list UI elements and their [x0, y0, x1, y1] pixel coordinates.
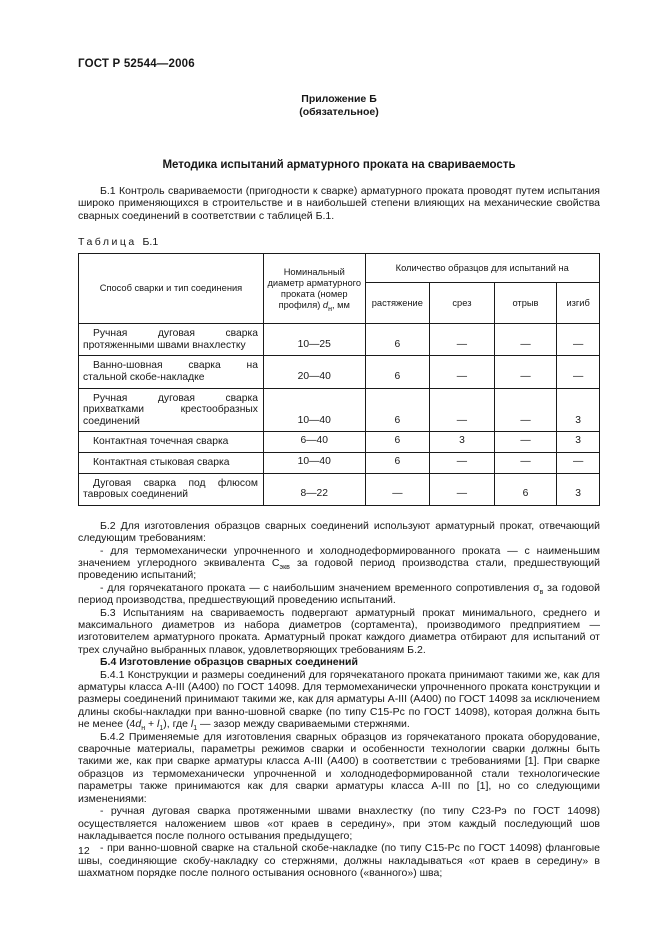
cell-shear: —: [430, 473, 495, 505]
table-row: [79, 324, 600, 356]
header-tension: растяжение: [365, 283, 430, 324]
cell-method: Контактная стыковая сварка: [79, 452, 264, 473]
cell-shear: —: [430, 356, 495, 388]
para-b2: Б.2 Для изготовления образцов сварных соединений используют арматурный прокат, отвечающий следующим требованиям:: [78, 519, 600, 545]
cell-bend: —: [557, 452, 600, 473]
cell-tearoff: —: [494, 432, 557, 453]
header-method: Способ сварки и тип соединения: [79, 254, 264, 324]
cell-tearoff: 6: [494, 473, 557, 505]
cell-method: Ручная дуговая сварка прихватками крестообразных соединений: [79, 388, 264, 432]
header-bend: изгиб: [557, 283, 600, 324]
heading-b4: Б.4 Изготовление образцов сварных соединений: [100, 656, 358, 669]
cell-method: Ванно-шовная сварка на стальной скобе-накладке: [79, 356, 264, 388]
table-row: [79, 356, 600, 388]
cell-shear: 3: [430, 432, 495, 453]
cell-method: Контактная точечная сварка: [79, 432, 264, 453]
appendix-title: Приложение Б: [301, 93, 377, 105]
cell-bend: 3: [557, 432, 600, 453]
cell-bend: 3: [557, 388, 600, 432]
cell-bend: —: [557, 324, 600, 356]
para-b2-item1: - для термомеханически упрочненного и холоднодеформированного проката — с наименьшим значением углеродного эквивалента $С_{экв}$ за годовой период производства стали, предшествующий проведению испытаний;: [78, 544, 600, 582]
cell-tearoff: —: [494, 356, 557, 388]
cell-tension: 6: [365, 356, 430, 388]
para-b2-item2: - для горячекатаного проката — с наибольшим значением временного сопротивления $\sigma_в$ за годовой период производства, предшествующий проведению испытаний.: [78, 581, 600, 607]
para-b42: Б.4.2 Применяемые для изготовления сварных образцов из горячекатаного проката оборудование, сварочные материалы, параметры режимов сварки и особенности технологии сварки должны быть такими же, как при сварке арматуры класса А-III (А400) в соответствии с требованиями [1]. При сварке образцов из термомеханически упрочненной и холоднодеформированной стали технологические параметры также принимаются как для сварки арматуры класса А-III по [1], но со следующими изменениями:: [78, 730, 600, 805]
table-label: [78, 236, 600, 248]
cell-shear: —: [430, 452, 495, 473]
cell-diameter: 6—40: [263, 432, 365, 453]
cell-diameter: 10—25: [263, 324, 365, 356]
cell-bend: 3: [557, 473, 600, 505]
paragraph-b1: Б.1 Контроль свариваемости (пригодности к сварке) арматурного проката проводят путем испытания широко применяющихся в строительстве и в наибольшей степени влияющих на механические свойства сварных соединений в соответствии с таблицей Б.1.: [78, 185, 600, 222]
cell-diameter: 8—22: [263, 473, 365, 505]
cell-tension: 6: [365, 452, 430, 473]
cell-tearoff: —: [494, 452, 557, 473]
cell-tension: 6: [365, 388, 430, 432]
table-label-word: Таблица: [78, 236, 137, 249]
cell-shear: —: [430, 388, 495, 432]
para-b42-item2: - при ванно-шовной сварке на стальной скобе-накладке (по типу С15-Рс по ГОСТ 14098) фланговые швы, соединяющие скобу-накладку со стержнями, должны накладываться «от краев в середину» в шахматном порядке после полного остывания основного («ванного») шва;: [78, 842, 600, 880]
para-b42-item1: - ручная дуговая сварка протяженными швами внахлестку (по типу С23-Рэ по ГОСТ 14098) осуществляется наложением швов «от краев в середину», при этом каждый последующий шов накладывается после полного остывания предыдущего;: [78, 805, 600, 842]
cell-diameter: 10—40: [263, 388, 365, 432]
table-body: [79, 324, 600, 506]
table-label-number: Б.1: [142, 236, 159, 249]
header-shear: срез: [430, 283, 495, 324]
table-header: [79, 254, 600, 324]
cell-tension: 6: [365, 324, 430, 356]
page-title: Методика испытаний арматурного проката на свариваемость: [162, 159, 516, 171]
header-tearoff: отрыв: [494, 283, 557, 324]
para-b41: Б.4.1 Конструкции и размеры соединений для горячекатаного проката принимают такими же, как для арматуры класса А-III (А400) по ГОСТ 14098. Для термомеханически упрочненного проката конструкции и размеры соединений принимают такими же, как для арматуры А-III (А400) по ГОСТ 14098 за исключением длины скобы-накладки при ванно-шовной сварке (по типу С15-Рс по ГОСТ 14098), которая должна быть не менее $(4d_н + l_1)$, где $l_1$ — зазор между свариваемыми стержнями.: [78, 668, 600, 733]
page-number: 12: [78, 845, 90, 857]
header-diameter: Номинальный диаметр арматурного проката (номер профиля) $d_н$, мм: [263, 254, 365, 324]
table-row: [79, 388, 600, 432]
table-row: [79, 473, 600, 505]
cell-method: Дуговая сварка под флюсом тавровых соединений: [79, 473, 264, 505]
table-row: [79, 452, 600, 473]
cell-tension: —: [365, 473, 430, 505]
para-b3: Б.3 Испытаниям на свариваемость подвергают арматурный прокат минимального, среднего и максимального диаметров из набора диаметров (сортамента), производимого предприятием — изготовителем арматурного проката. Арматурный прокат каждого диаметра отбирают для испытаний от трех случайно выбранных плавок, удовлетворяющих требованиям Б.2.: [78, 606, 600, 656]
cell-tearoff: —: [494, 324, 557, 356]
cell-diameter: 10—40: [263, 452, 365, 473]
cell-shear: —: [430, 324, 495, 356]
body-paragraphs: [78, 520, 600, 880]
appendix-subtitle: (обязательное): [299, 106, 379, 118]
cell-bend: —: [557, 356, 600, 388]
cell-method: Ручная дуговая сварка протяженными швами внахлестку: [79, 324, 264, 356]
doc-code: ГОСТ Р 52544—2006: [78, 58, 195, 70]
appendix-header: [78, 93, 600, 119]
table-row: [79, 432, 600, 453]
welding-specimens-table: [78, 253, 600, 506]
cell-tension: 6: [365, 432, 430, 453]
cell-tearoff: —: [494, 388, 557, 432]
cell-diameter: 20—40: [263, 356, 365, 388]
header-specimen-count-group: Количество образцов для испытаний на: [365, 254, 599, 283]
